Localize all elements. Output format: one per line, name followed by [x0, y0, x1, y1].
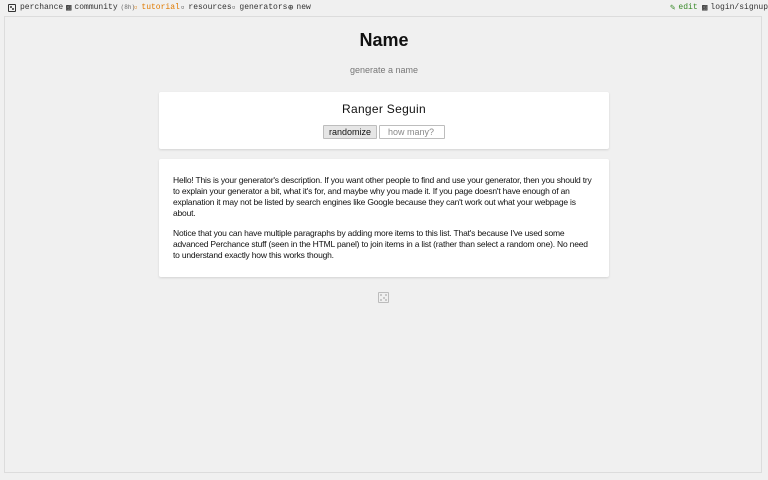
- page-title: Name: [359, 30, 409, 50]
- nav-new-label: new: [296, 3, 311, 12]
- nav-new[interactable]: [288, 3, 311, 13]
- description-paragraph: Hello! This is your generator's description. If you want other people to find and use your generator, then you should try to explain your generator a bit, what it's for, and maybe why you made it. If you page doesn't have enough of an explanation it may not be listed by search engines like Google because they can't work out what your webpage is about.: [173, 175, 592, 218]
- output-card: [159, 92, 609, 149]
- nav-resources-label: resources: [188, 3, 232, 12]
- top-nav-bar: [0, 0, 768, 16]
- user-icon: ▩: [702, 3, 708, 13]
- plus-circle-icon: ⊕: [288, 3, 294, 13]
- nav-perchance-home[interactable]: [8, 3, 63, 13]
- randomize-button[interactable]: randomize: [323, 125, 377, 139]
- nav-resources[interactable]: [180, 3, 232, 13]
- pencil-icon: ✎: [670, 3, 676, 13]
- nav-login-label: login/signup: [710, 3, 768, 12]
- nav-generators-label: generators: [239, 3, 288, 12]
- nav-tutorial[interactable]: [133, 3, 180, 13]
- page-subtitle: generate a name: [349, 65, 419, 75]
- description-paragraph: Notice that you can have multiple paragraphs by adding more items to this list. That's because I've used some advanced Perchance stuff (seen in the HTML panel) to join items in a list (rather than select a random one). No need to understand exactly how this works though.: [173, 228, 588, 260]
- nav-edit-label: edit: [678, 3, 698, 12]
- generated-name: Ranger Seguin: [342, 102, 426, 116]
- nav-generators[interactable]: [231, 3, 287, 13]
- book-icon: ▫: [133, 3, 139, 13]
- nav-login[interactable]: [702, 3, 768, 13]
- nav-perchance-label: perchance: [20, 3, 64, 12]
- nav-tutorial-label: tutorial: [141, 3, 180, 12]
- generator-controls: [159, 125, 609, 139]
- nav-edit[interactable]: [670, 3, 698, 13]
- dice-icon[interactable]: [378, 292, 389, 303]
- perchance-logo-icon: [8, 4, 16, 12]
- community-badge: (8h): [120, 4, 136, 11]
- book-icon: ▫: [180, 3, 186, 13]
- how-many-input[interactable]: [379, 125, 445, 139]
- person-icon: ▩: [66, 3, 72, 13]
- nav-community[interactable]: [66, 3, 135, 13]
- nav-community-label: community: [74, 3, 118, 12]
- grid-icon: ▫: [231, 3, 237, 13]
- description-card: [159, 159, 609, 277]
